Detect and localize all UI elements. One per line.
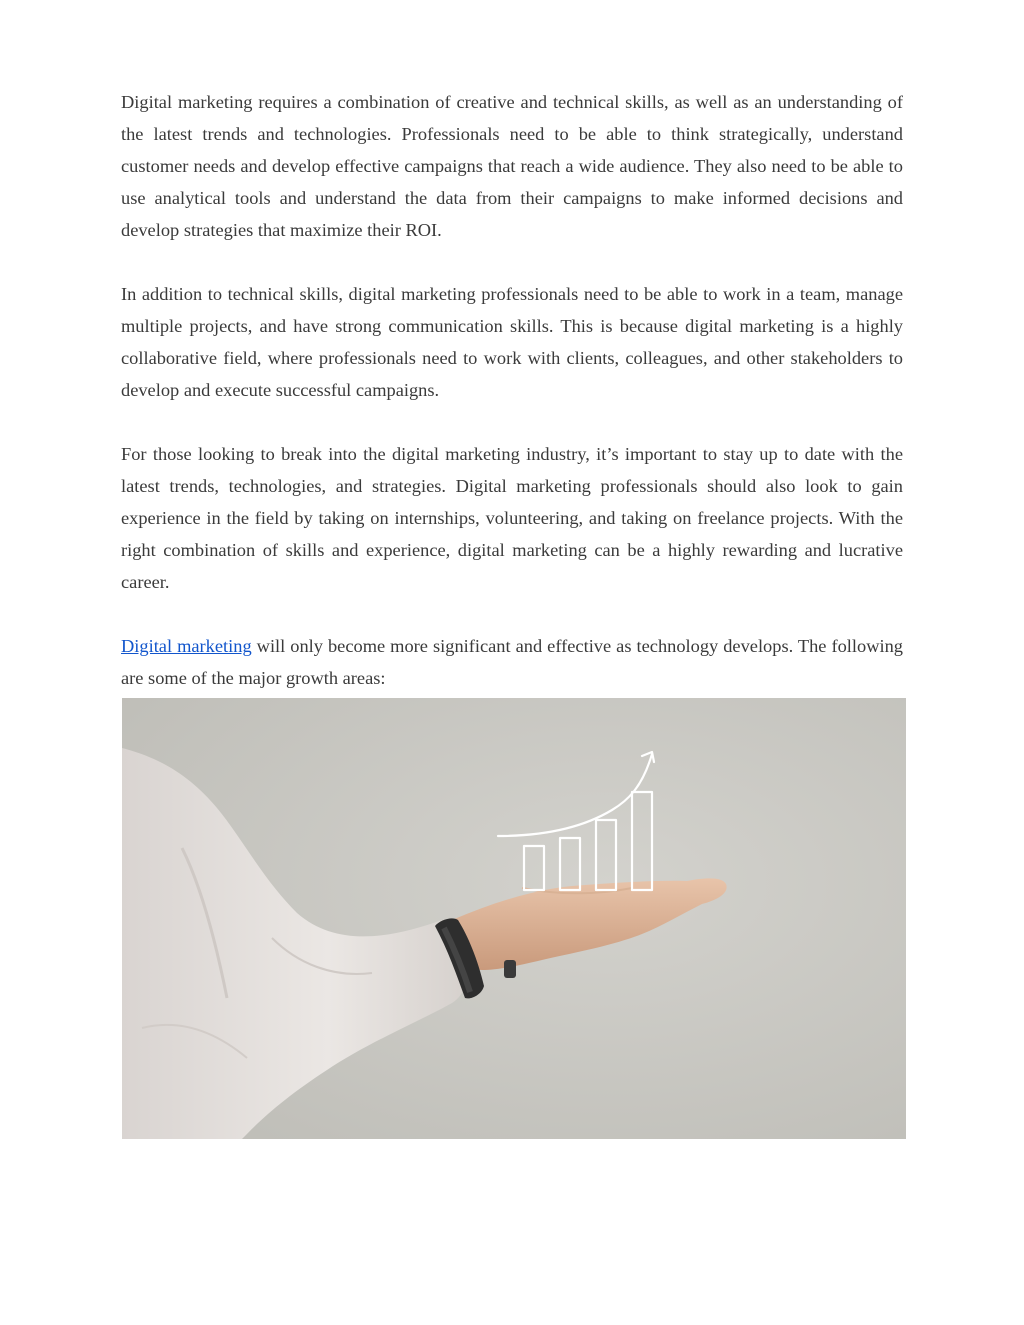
digital-marketing-link[interactable]: Digital marketing: [121, 636, 252, 656]
paragraph-growth-intro: [121, 630, 903, 694]
document-body: [121, 86, 903, 694]
growth-photo: [122, 698, 906, 1139]
paragraph-skills: Digital marketing requires a combination of creative and technical skills, as well as an understanding of the latest trends and technologies. Professionals need to be able to think strategically, understand customer needs and develop effective campaigns that reach a wide audience. They also need to be able to use analytical tools and understand the data from their campaigns to make informed decisions and develop strategies that maximize their ROI.: [121, 92, 903, 240]
paragraph-career: For those looking to break into the digital marketing industry, it’s important to stay up to date with the latest trends, technologies, and strategies. Digital marketing professionals should also look to gain experience in the field by taking on internships, volunteering, and taking on freelance projects. With the right combination of skills and experience, digital marketing can be a highly rewarding and lucrative career.: [121, 444, 903, 592]
growth-intro-text: will only become more significant and effective as technology develops. The following are some of the major growth areas:: [121, 636, 903, 688]
paragraph-teamwork: In addition to technical skills, digital marketing professionals need to be able to work in a team, manage multiple projects, and have strong communication skills. This is because digital marketing is a highly collaborative field, where professionals need to work with clients, colleagues, and other stakeholders to develop and execute successful campaigns.: [121, 284, 903, 400]
